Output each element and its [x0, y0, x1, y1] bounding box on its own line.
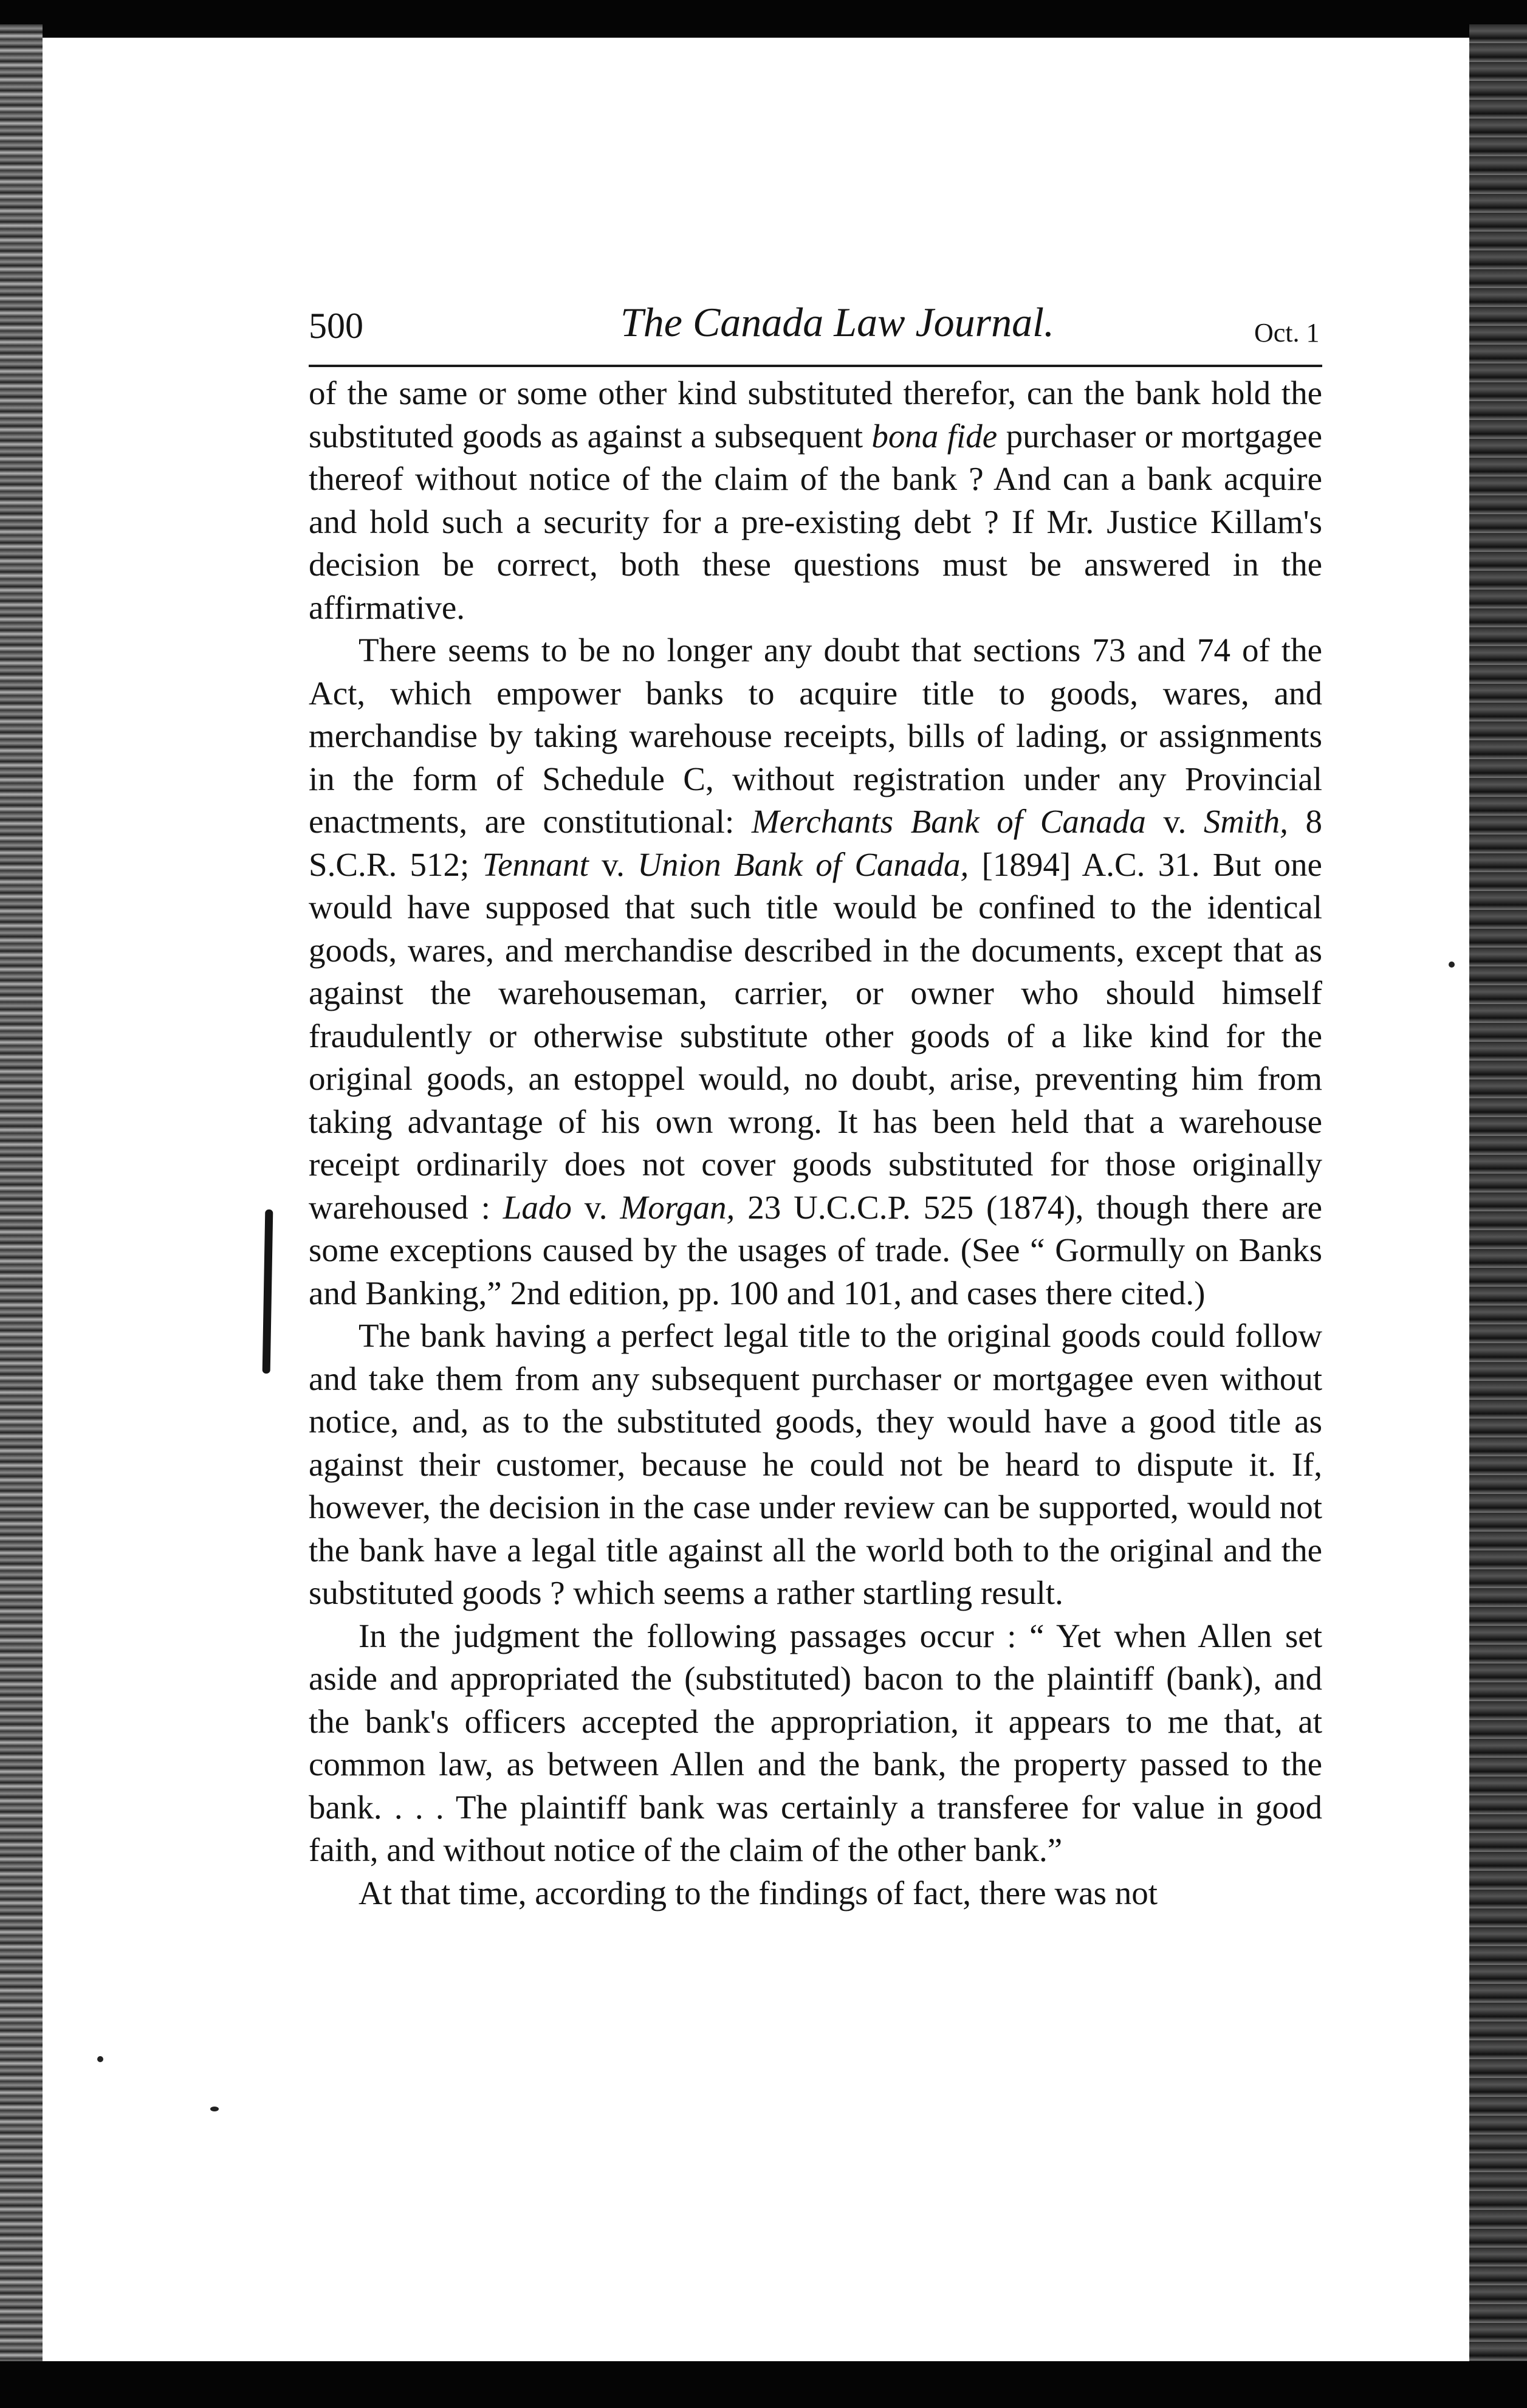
paragraph — [309, 372, 1322, 629]
case-citation: Lado — [503, 1188, 572, 1226]
text-run: v. — [1145, 803, 1204, 840]
text-run: [1894] A.C. 31. But one would have supposed that such title would be confined to the identical goods, wares, and merchandise described in the documents, except that as against the warehouseman, carrier, or owner who should himself fraudulently or otherwise substitute other goods of a like kind for the original goods, an estoppel would, no doubt, arise, preventing him from taking advantage of his own wrong. It has been held that a warehouse receipt ordinarily does not cover goods substituted for those originally warehoused : — [309, 845, 1322, 1226]
text-run: 8 S.C.R. 512; — [309, 803, 1322, 883]
paragraph — [309, 1315, 1322, 1615]
article-body — [309, 372, 1322, 1914]
text-run: v. — [588, 845, 638, 883]
text-run: At that time, according to the findings of fact, there was not — [359, 1874, 1158, 1911]
paragraph — [309, 1615, 1322, 1872]
ink-speck — [210, 2107, 219, 2111]
scan-top-border — [0, 0, 1527, 38]
paragraph — [309, 1872, 1322, 1915]
case-citation: Merchants Bank of Canada — [751, 803, 1146, 840]
case-citation: bona fide — [871, 417, 998, 455]
case-citation: Morgan, — [620, 1188, 735, 1226]
text-run: of the same or some other kind substituted therefor, can the bank hold the substituted goods as against a subsequent — [309, 374, 1322, 455]
margin-pencil-mark — [263, 1209, 273, 1374]
issue-date: Oct. 1 — [1254, 318, 1320, 348]
journal-title: The Canada Law Journal. — [620, 299, 1055, 345]
text-run: 23 U.C.C.P. 525 (1874), though there are some exceptions caused by the usages of trade. (See “ Gormully on Banks and Banking,” 2nd edition, pp. 100 and 101, and cases there cited.) — [309, 1188, 1322, 1312]
text-run: The bank having a perfect legal title to the original goods could follow and take them from any subsequent purchaser or mortgagee even without notice, and, as to the substituted goods, they would have a good title as against their customer, because he could not be heard to dispute it. If, however, the decision in the case under review can be supported, would not the bank have a legal title against all the world both to the original and the substituted goods ? which seems a rather startling result. — [309, 1317, 1322, 1611]
paragraph — [309, 629, 1322, 1315]
case-citation: Union Bank of Canada, — [637, 845, 969, 883]
page-number: 500 — [309, 306, 363, 346]
scan-binding-edge — [0, 24, 43, 2370]
text-run: In the judgment the following passages occur : “ Yet when Allen set aside and appropriated the (substituted) bacon to the plaintiff (bank), and the bank's officers accepted the appropriation, it appears to me that, at common law, as between Allen and the bank, the property passed to the bank. . . . The plaintiff bank was certainly a transferee for value in good faith, and without notice of the claim of the other bank.” — [309, 1617, 1322, 1868]
scan-right-edge — [1469, 24, 1527, 2370]
ink-speck — [1449, 961, 1455, 968]
case-citation: Smith, — [1203, 803, 1288, 840]
case-citation: Tennant — [482, 845, 589, 883]
text-run: There seems to be no longer any doubt that sections 73 and 74 of the Act, which empower banks to acquire title to goods, wares, and merchandise by taking warehouse receipts, bills of lading, or assignments in the form of Schedule C, without registration under any Provincial enactments, are constitutional: — [309, 631, 1322, 840]
text-run: purchaser or mortgagee thereof without notice of the claim of the bank ? And can a bank acquire and hold such a security for a pre-existing debt ? If Mr. Justice Killam's decision be correct, both these questions must be answered in the affirmative. — [309, 417, 1322, 626]
scan-bottom-border — [0, 2361, 1527, 2408]
ink-speck — [97, 2056, 103, 2062]
text-run: v. — [571, 1188, 620, 1226]
running-header — [309, 297, 1322, 367]
